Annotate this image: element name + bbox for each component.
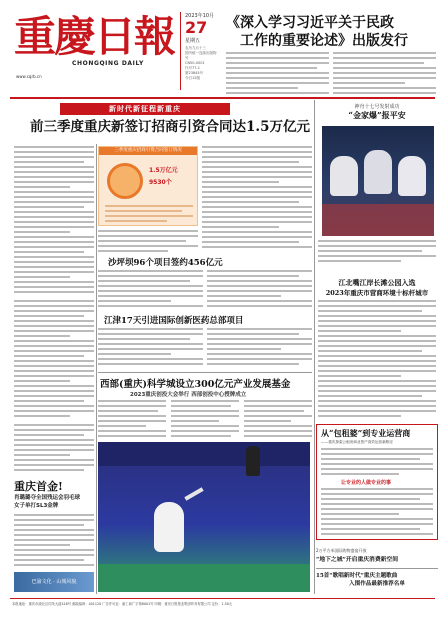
science-headline: 西部(重庆)科学城设立300亿元产业发展基金: [100, 379, 291, 390]
sport-text: [14, 514, 94, 568]
main-headline: 前三季度重庆新签订招商引资合同达1.5万亿元: [30, 119, 310, 135]
left-col-story: [14, 300, 94, 420]
story3-headline: 江津17天引进国际创新医药总部项目: [104, 316, 244, 326]
athlete-figure: [154, 502, 184, 552]
highlight-box: [316, 424, 438, 540]
sport-headline: 重庆首金!: [14, 480, 63, 493]
underground-city-headline: “地下之城”开启重庆消费新空间: [316, 557, 399, 563]
songs-headline: 15首“歌唱新时代”重庆主题歌曲 入围作品最新推荐名单: [316, 573, 405, 587]
astronaut-figure: [364, 150, 392, 194]
main-story-col3: [202, 146, 312, 252]
masthead-divider: [10, 97, 435, 99]
astronaut-figure: [398, 156, 426, 196]
astronaut-photo: [322, 126, 434, 236]
story3-text: [98, 328, 312, 368]
date-day: 27: [185, 18, 208, 37]
infographic-title: 三季度重庆招商引资合同签订情况: [99, 147, 197, 155]
shenzhou-headline: 神舟十七号发射成功 “金家爆”报平安: [348, 104, 406, 120]
highlight-headline: 从“包租婆”到专业运营商: [321, 428, 411, 438]
highlight-section-label: 让专业的人做专业的事: [341, 480, 392, 486]
infographic: [98, 146, 198, 226]
science-text: [98, 400, 312, 440]
umpire-figure: [246, 446, 260, 476]
science-subheadline: 2023重庆创投大会举行 西部创投中心授牌成立: [130, 392, 247, 398]
story2-text: [98, 270, 312, 312]
jiangbei-text: [318, 300, 436, 420]
logo-subtitle: CHONGQING DAILY: [72, 60, 144, 67]
left-lower-story: [14, 424, 94, 474]
racket-icon: [184, 487, 203, 500]
top-headline: 《深入学习习近平关于民政 工作的重要论述》出版发行: [226, 15, 408, 49]
jiangbei-headline: 江北嘴江岸长滩公园入选 2023年重庆市营商环境十标杆城市: [325, 278, 429, 297]
story2-headline: 沙坪坝96个项目签约456亿元: [108, 258, 223, 268]
badminton-photo: [98, 442, 310, 592]
section-banner: 新时代新征程新重庆: [60, 103, 230, 115]
top-story-text: [226, 52, 436, 94]
date-year-month: 2023年10月: [185, 13, 215, 19]
masthead: [14, 14, 184, 89]
issue-info: 农历九月十三 国内统一连续出版物号 CN50-0001 代号77-1 第23845号 今日12版: [185, 46, 217, 80]
date-box: [180, 12, 218, 90]
weekday: 星期五: [185, 38, 201, 44]
bottom-item-small: 2万平方米国际购物盛宴开放: [316, 548, 367, 553]
footer-info: 本报地址：重庆市渝北区同茂大道416号 邮政编码：401120 广告许可证：渝工商广字第8001号 印刷：重庆日报报业集团印务有限公司 定价：1.50元: [12, 602, 233, 606]
main-story-col1: [14, 146, 94, 296]
infographic-value-count: 9530个: [149, 179, 172, 186]
highlight-subheadline: ——重庆探索公租房商业资产高效运营新路径: [321, 440, 393, 444]
sport-subheadline: 肖璐璐夺全国残运会羽毛球 女子单打SL3金牌: [14, 495, 81, 509]
ad-strip: 巴渝文化 · 山城风貌: [14, 572, 94, 592]
infographic-donut: [107, 163, 143, 199]
main-story-col2: [98, 230, 198, 252]
newspaper-logo: 重慶日報: [14, 12, 175, 61]
shenzhou-text: [318, 240, 436, 266]
infographic-value-amount: 1.5万亿元: [149, 167, 178, 174]
astronaut-figure: [330, 156, 358, 196]
website-url: www.cqrb.cn: [16, 74, 42, 79]
